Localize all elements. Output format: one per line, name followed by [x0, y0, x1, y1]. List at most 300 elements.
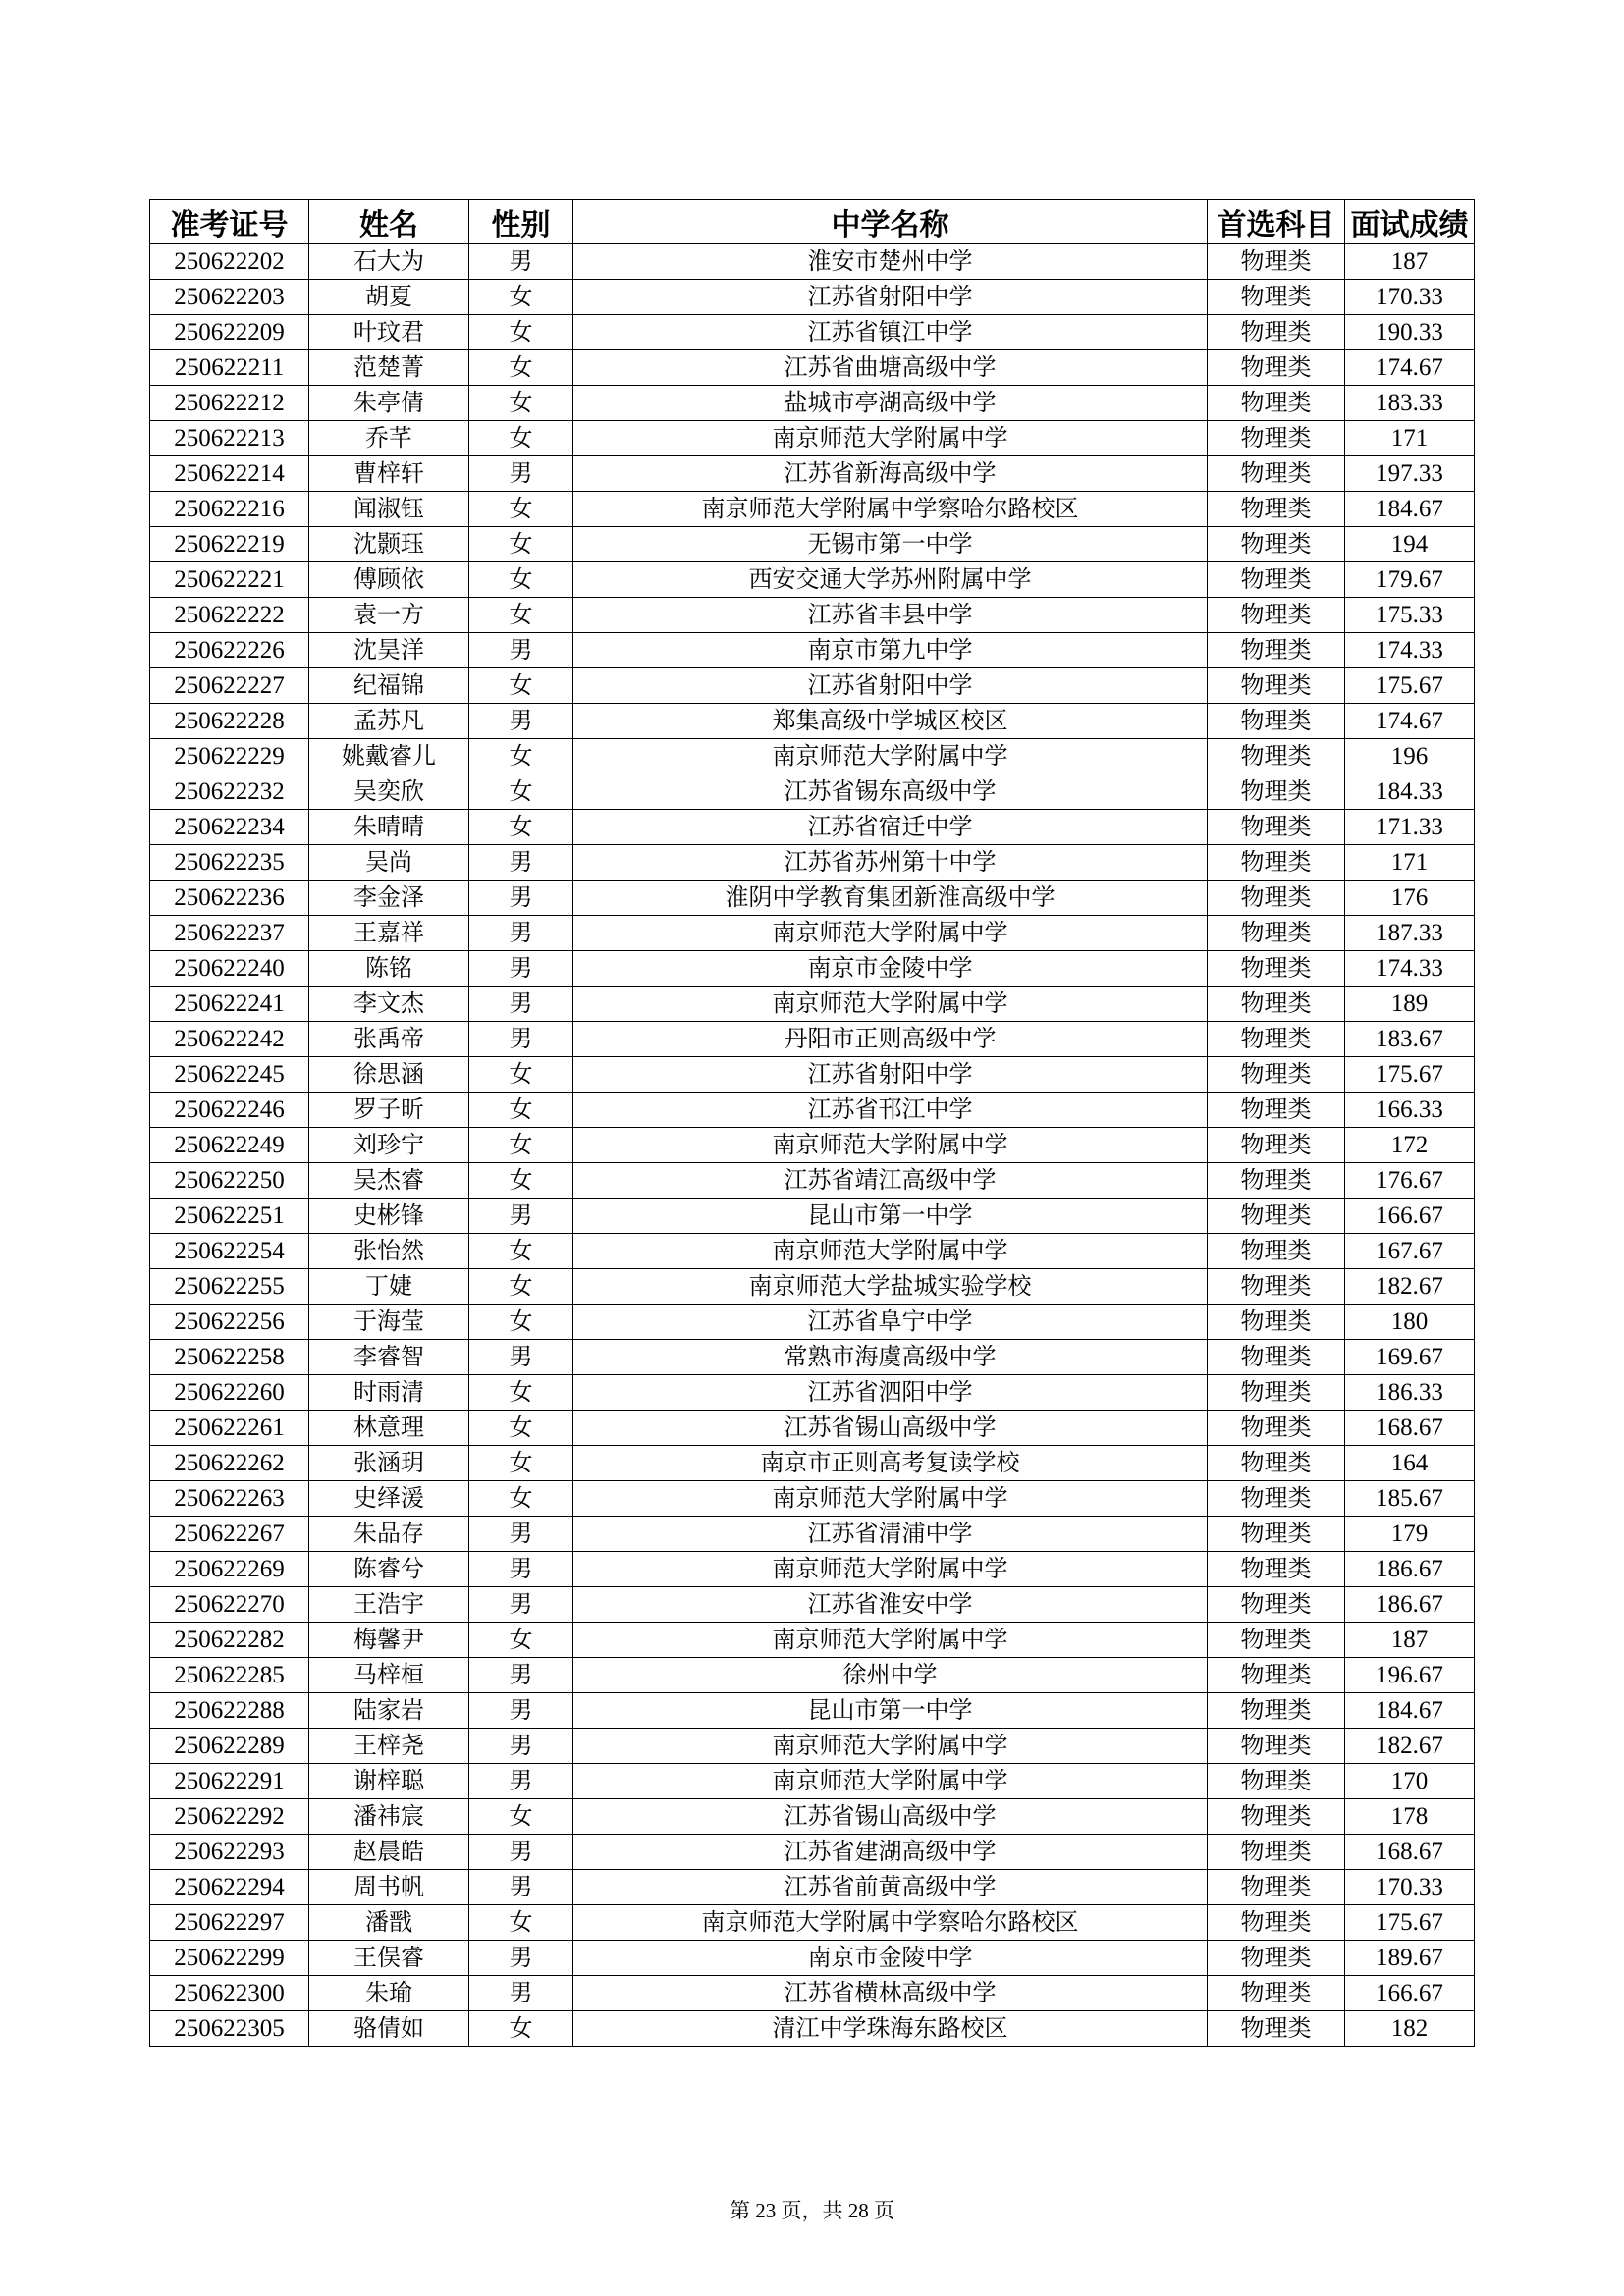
cell-score: 187: [1345, 1623, 1475, 1658]
cell-subject: 物理类: [1208, 1446, 1345, 1481]
cell-gender: 女: [469, 1057, 573, 1093]
table-row: [150, 1693, 1475, 1729]
cell-gender: 女: [469, 774, 573, 810]
table-row: [150, 1446, 1475, 1481]
table-row: [150, 774, 1475, 810]
table-row: [150, 1375, 1475, 1411]
cell-school: 南京市第九中学: [573, 633, 1208, 668]
cell-score: 179.67: [1345, 562, 1475, 598]
cell-score: 169.67: [1345, 1340, 1475, 1375]
cell-subject: 物理类: [1208, 527, 1345, 562]
roster-sheet: [149, 199, 1474, 2047]
cell-gender: 女: [469, 315, 573, 350]
cell-name: 曹梓轩: [309, 456, 469, 492]
cell-name: 张禹帝: [309, 1022, 469, 1057]
cell-school: 西安交通大学苏州附属中学: [573, 562, 1208, 598]
roster-table: [149, 199, 1475, 2047]
cell-school: 南京师范大学附属中学: [573, 421, 1208, 456]
cell-school: 常熟市海虞高级中学: [573, 1340, 1208, 1375]
cell-subject: 物理类: [1208, 1411, 1345, 1446]
table-row: [150, 916, 1475, 951]
table-row: [150, 315, 1475, 350]
cell-score: 189: [1345, 987, 1475, 1022]
cell-exam-id: 250622297: [150, 1905, 309, 1941]
cell-subject: 物理类: [1208, 1799, 1345, 1835]
table-row: [150, 1093, 1475, 1128]
table-row: [150, 1870, 1475, 1905]
cell-school: 江苏省苏州第十中学: [573, 845, 1208, 881]
cell-exam-id: 250622261: [150, 1411, 309, 1446]
cell-exam-id: 250622240: [150, 951, 309, 987]
cell-school: 南京师范大学附属中学: [573, 1623, 1208, 1658]
table-row: [150, 1128, 1475, 1163]
cell-gender: 男: [469, 916, 573, 951]
cell-gender: 女: [469, 1411, 573, 1446]
cell-name: 周书帆: [309, 1870, 469, 1905]
cell-name: 刘珍宁: [309, 1128, 469, 1163]
cell-score: 190.33: [1345, 315, 1475, 350]
cell-subject: 物理类: [1208, 1057, 1345, 1093]
cell-score: 182.67: [1345, 1729, 1475, 1764]
cell-name: 乔芊: [309, 421, 469, 456]
cell-school: 南京市正则高考复读学校: [573, 1446, 1208, 1481]
cell-exam-id: 250622213: [150, 421, 309, 456]
cell-exam-id: 250622251: [150, 1199, 309, 1234]
cell-school: 江苏省射阳中学: [573, 280, 1208, 315]
cell-gender: 男: [469, 1941, 573, 1976]
cell-exam-id: 250622293: [150, 1835, 309, 1870]
cell-score: 166.67: [1345, 1199, 1475, 1234]
cell-score: 175.67: [1345, 1905, 1475, 1941]
cell-score: 171.33: [1345, 810, 1475, 845]
table-row: [150, 456, 1475, 492]
cell-exam-id: 250622237: [150, 916, 309, 951]
table-row: [150, 1234, 1475, 1269]
cell-exam-id: 250622292: [150, 1799, 309, 1835]
cell-name: 王浩宇: [309, 1587, 469, 1623]
cell-score: 174.67: [1345, 350, 1475, 386]
cell-school: 江苏省曲塘高级中学: [573, 350, 1208, 386]
cell-name: 时雨清: [309, 1375, 469, 1411]
cell-score: 187.33: [1345, 916, 1475, 951]
cell-school: 淮安市楚州中学: [573, 244, 1208, 280]
cell-subject: 物理类: [1208, 1729, 1345, 1764]
cell-gender: 男: [469, 1658, 573, 1693]
cell-exam-id: 250622214: [150, 456, 309, 492]
cell-gender: 男: [469, 1835, 573, 1870]
cell-subject: 物理类: [1208, 1128, 1345, 1163]
cell-score: 197.33: [1345, 456, 1475, 492]
cell-gender: 男: [469, 1552, 573, 1587]
cell-gender: 男: [469, 1764, 573, 1799]
cell-school: 江苏省锡山高级中学: [573, 1411, 1208, 1446]
cell-gender: 女: [469, 386, 573, 421]
roster-body: [150, 244, 1475, 2047]
cell-exam-id: 250622300: [150, 1976, 309, 2011]
cell-school: 江苏省建湖高级中学: [573, 1835, 1208, 1870]
table-row: [150, 1481, 1475, 1517]
cell-subject: 物理类: [1208, 881, 1345, 916]
cell-gender: 男: [469, 1199, 573, 1234]
cell-subject: 物理类: [1208, 1163, 1345, 1199]
cell-exam-id: 250622202: [150, 244, 309, 280]
cell-gender: 男: [469, 1693, 573, 1729]
table-row: [150, 350, 1475, 386]
cell-score: 186.67: [1345, 1587, 1475, 1623]
cell-school: 南京师范大学附属中学察哈尔路校区: [573, 492, 1208, 527]
cell-score: 175.33: [1345, 598, 1475, 633]
cell-school: 江苏省镇江中学: [573, 315, 1208, 350]
cell-score: 180: [1345, 1305, 1475, 1340]
cell-score: 189.67: [1345, 1941, 1475, 1976]
table-row: [150, 951, 1475, 987]
cell-score: 172: [1345, 1128, 1475, 1163]
cell-score: 174.33: [1345, 633, 1475, 668]
cell-name: 李睿智: [309, 1340, 469, 1375]
cell-name: 胡夏: [309, 280, 469, 315]
table-row: [150, 1340, 1475, 1375]
cell-score: 182.67: [1345, 1269, 1475, 1305]
cell-name: 潘祎宸: [309, 1799, 469, 1835]
cell-gender: 女: [469, 1305, 573, 1340]
cell-exam-id: 250622235: [150, 845, 309, 881]
cell-subject: 物理类: [1208, 1269, 1345, 1305]
cell-score: 164: [1345, 1446, 1475, 1481]
cell-exam-id: 250622254: [150, 1234, 309, 1269]
cell-gender: 女: [469, 1163, 573, 1199]
cell-exam-id: 250622216: [150, 492, 309, 527]
header-name: 姓名: [309, 200, 469, 244]
cell-name: 叶玟君: [309, 315, 469, 350]
cell-exam-id: 250622305: [150, 2011, 309, 2047]
table-row: [150, 1976, 1475, 2011]
cell-score: 186.33: [1345, 1375, 1475, 1411]
cell-school: 昆山市第一中学: [573, 1199, 1208, 1234]
table-row: [150, 244, 1475, 280]
cell-school: 江苏省锡东高级中学: [573, 774, 1208, 810]
cell-school: 南京师范大学附属中学: [573, 916, 1208, 951]
cell-exam-id: 250622212: [150, 386, 309, 421]
cell-score: 166.67: [1345, 1976, 1475, 2011]
cell-gender: 女: [469, 1093, 573, 1128]
cell-gender: 女: [469, 1799, 573, 1835]
cell-name: 傅顾依: [309, 562, 469, 598]
cell-name: 沈颢珏: [309, 527, 469, 562]
cell-exam-id: 250622203: [150, 280, 309, 315]
cell-gender: 女: [469, 350, 573, 386]
cell-score: 168.67: [1345, 1835, 1475, 1870]
cell-school: 江苏省宿迁中学: [573, 810, 1208, 845]
table-row: [150, 1163, 1475, 1199]
cell-school: 南京师范大学盐城实验学校: [573, 1269, 1208, 1305]
cell-exam-id: 250622260: [150, 1375, 309, 1411]
cell-subject: 物理类: [1208, 845, 1345, 881]
table-row: [150, 1022, 1475, 1057]
cell-school: 徐州中学: [573, 1658, 1208, 1693]
table-row: [150, 1057, 1475, 1093]
cell-name: 罗子昕: [309, 1093, 469, 1128]
cell-exam-id: 250622226: [150, 633, 309, 668]
cell-gender: 女: [469, 1128, 573, 1163]
cell-exam-id: 250622294: [150, 1870, 309, 1905]
cell-gender: 男: [469, 633, 573, 668]
cell-exam-id: 250622241: [150, 987, 309, 1022]
cell-score: 179: [1345, 1517, 1475, 1552]
cell-gender: 女: [469, 598, 573, 633]
table-row: [150, 1623, 1475, 1658]
cell-gender: 男: [469, 1870, 573, 1905]
cell-subject: 物理类: [1208, 350, 1345, 386]
table-row: [150, 386, 1475, 421]
cell-score: 166.33: [1345, 1093, 1475, 1128]
cell-subject: 物理类: [1208, 1340, 1345, 1375]
cell-name: 陆家岩: [309, 1693, 469, 1729]
cell-name: 李金泽: [309, 881, 469, 916]
cell-name: 史彬锋: [309, 1199, 469, 1234]
table-row: [150, 1658, 1475, 1693]
cell-gender: 女: [469, 810, 573, 845]
cell-exam-id: 250622267: [150, 1517, 309, 1552]
table-row: [150, 1729, 1475, 1764]
table-row: [150, 492, 1475, 527]
table-row: [150, 421, 1475, 456]
cell-subject: 物理类: [1208, 456, 1345, 492]
cell-subject: 物理类: [1208, 810, 1345, 845]
cell-gender: 女: [469, 562, 573, 598]
cell-name: 王嘉祥: [309, 916, 469, 951]
cell-subject: 物理类: [1208, 633, 1345, 668]
cell-school: 郑集高级中学城区校区: [573, 704, 1208, 739]
header-school: 中学名称: [573, 200, 1208, 244]
cell-school: 南京师范大学附属中学: [573, 1729, 1208, 1764]
cell-score: 174.33: [1345, 951, 1475, 987]
cell-school: 南京师范大学附属中学: [573, 1764, 1208, 1799]
cell-school: 江苏省邗江中学: [573, 1093, 1208, 1128]
cell-exam-id: 250622232: [150, 774, 309, 810]
cell-exam-id: 250622255: [150, 1269, 309, 1305]
cell-exam-id: 250622250: [150, 1163, 309, 1199]
cell-name: 吴奕欣: [309, 774, 469, 810]
cell-name: 吴尚: [309, 845, 469, 881]
cell-name: 朱晴晴: [309, 810, 469, 845]
table-row: [150, 2011, 1475, 2047]
table-row: [150, 1764, 1475, 1799]
cell-score: 183.67: [1345, 1022, 1475, 1057]
cell-name: 朱亭倩: [309, 386, 469, 421]
cell-score: 170.33: [1345, 1870, 1475, 1905]
cell-score: 171: [1345, 845, 1475, 881]
cell-score: 176: [1345, 881, 1475, 916]
cell-gender: 男: [469, 704, 573, 739]
cell-gender: 男: [469, 244, 573, 280]
cell-score: 175.67: [1345, 1057, 1475, 1093]
cell-subject: 物理类: [1208, 668, 1345, 704]
cell-subject: 物理类: [1208, 315, 1345, 350]
cell-score: 196: [1345, 739, 1475, 774]
table-row: [150, 1199, 1475, 1234]
cell-name: 于海莹: [309, 1305, 469, 1340]
cell-name: 王梓尧: [309, 1729, 469, 1764]
table-row: [150, 845, 1475, 881]
table-row: [150, 1552, 1475, 1587]
cell-score: 184.67: [1345, 492, 1475, 527]
cell-score: 167.67: [1345, 1234, 1475, 1269]
cell-score: 185.67: [1345, 1481, 1475, 1517]
cell-gender: 女: [469, 527, 573, 562]
cell-exam-id: 250622221: [150, 562, 309, 598]
cell-gender: 女: [469, 280, 573, 315]
cell-subject: 物理类: [1208, 244, 1345, 280]
cell-gender: 男: [469, 1340, 573, 1375]
cell-exam-id: 250622227: [150, 668, 309, 704]
cell-school: 江苏省锡山高级中学: [573, 1799, 1208, 1835]
cell-exam-id: 250622269: [150, 1552, 309, 1587]
cell-subject: 物理类: [1208, 1764, 1345, 1799]
cell-subject: 物理类: [1208, 1022, 1345, 1057]
cell-subject: 物理类: [1208, 1976, 1345, 2011]
cell-exam-id: 250622211: [150, 350, 309, 386]
cell-school: 江苏省横林高级中学: [573, 1976, 1208, 2011]
cell-exam-id: 250622262: [150, 1446, 309, 1481]
cell-subject: 物理类: [1208, 386, 1345, 421]
cell-gender: 男: [469, 1976, 573, 2011]
cell-name: 纪福锦: [309, 668, 469, 704]
table-row: [150, 1587, 1475, 1623]
cell-school: 昆山市第一中学: [573, 1693, 1208, 1729]
cell-exam-id: 250622209: [150, 315, 309, 350]
cell-gender: 男: [469, 951, 573, 987]
cell-subject: 物理类: [1208, 1552, 1345, 1587]
cell-subject: 物理类: [1208, 739, 1345, 774]
cell-exam-id: 250622288: [150, 1693, 309, 1729]
cell-name: 陈铭: [309, 951, 469, 987]
cell-school: 淮阴中学教育集团新淮高级中学: [573, 881, 1208, 916]
cell-school: 江苏省清浦中学: [573, 1517, 1208, 1552]
cell-school: 江苏省淮安中学: [573, 1587, 1208, 1623]
cell-name: 丁婕: [309, 1269, 469, 1305]
cell-name: 孟苏凡: [309, 704, 469, 739]
cell-name: 石大为: [309, 244, 469, 280]
cell-gender: 女: [469, 1905, 573, 1941]
cell-gender: 女: [469, 1234, 573, 1269]
cell-gender: 女: [469, 1269, 573, 1305]
cell-score: 194: [1345, 527, 1475, 562]
cell-exam-id: 250622245: [150, 1057, 309, 1093]
cell-school: 南京师范大学附属中学: [573, 739, 1208, 774]
cell-subject: 物理类: [1208, 1693, 1345, 1729]
cell-score: 170.33: [1345, 280, 1475, 315]
cell-exam-id: 250622263: [150, 1481, 309, 1517]
cell-name: 谢梓聪: [309, 1764, 469, 1799]
cell-subject: 物理类: [1208, 1658, 1345, 1693]
cell-name: 朱品存: [309, 1517, 469, 1552]
table-row: [150, 987, 1475, 1022]
cell-subject: 物理类: [1208, 1375, 1345, 1411]
cell-gender: 女: [469, 668, 573, 704]
cell-exam-id: 250622229: [150, 739, 309, 774]
cell-gender: 男: [469, 845, 573, 881]
cell-gender: 女: [469, 492, 573, 527]
table-row: [150, 704, 1475, 739]
table-row: [150, 1305, 1475, 1340]
cell-name: 史绎湲: [309, 1481, 469, 1517]
cell-subject: 物理类: [1208, 1870, 1345, 1905]
cell-school: 南京市金陵中学: [573, 951, 1208, 987]
cell-gender: 女: [469, 739, 573, 774]
table-row: [150, 1411, 1475, 1446]
cell-subject: 物理类: [1208, 562, 1345, 598]
cell-score: 175.67: [1345, 668, 1475, 704]
table-row: [150, 633, 1475, 668]
cell-subject: 物理类: [1208, 987, 1345, 1022]
cell-subject: 物理类: [1208, 598, 1345, 633]
cell-school: 江苏省阜宁中学: [573, 1305, 1208, 1340]
cell-school: 江苏省靖江高级中学: [573, 1163, 1208, 1199]
header-exam-id: 准考证号: [150, 200, 309, 244]
cell-name: 李文杰: [309, 987, 469, 1022]
cell-exam-id: 250622299: [150, 1941, 309, 1976]
table-row: [150, 1799, 1475, 1835]
cell-exam-id: 250622289: [150, 1729, 309, 1764]
cell-exam-id: 250622242: [150, 1022, 309, 1057]
cell-name: 王俣睿: [309, 1941, 469, 1976]
cell-subject: 物理类: [1208, 421, 1345, 456]
cell-score: 196.67: [1345, 1658, 1475, 1693]
cell-subject: 物理类: [1208, 1093, 1345, 1128]
cell-exam-id: 250622236: [150, 881, 309, 916]
cell-exam-id: 250622222: [150, 598, 309, 633]
cell-name: 马梓桓: [309, 1658, 469, 1693]
cell-school: 南京师范大学附属中学: [573, 987, 1208, 1022]
cell-subject: 物理类: [1208, 951, 1345, 987]
cell-subject: 物理类: [1208, 1941, 1345, 1976]
cell-subject: 物理类: [1208, 1199, 1345, 1234]
cell-score: 176.67: [1345, 1163, 1475, 1199]
header-subject: 首选科目: [1208, 200, 1345, 244]
cell-score: 184.67: [1345, 1693, 1475, 1729]
cell-name: 徐思涵: [309, 1057, 469, 1093]
cell-school: 江苏省前黄高级中学: [573, 1870, 1208, 1905]
table-row: [150, 598, 1475, 633]
cell-school: 江苏省射阳中学: [573, 1057, 1208, 1093]
cell-school: 江苏省射阳中学: [573, 668, 1208, 704]
cell-name: 沈昊洋: [309, 633, 469, 668]
cell-gender: 女: [469, 2011, 573, 2047]
cell-gender: 男: [469, 1729, 573, 1764]
cell-gender: 女: [469, 1623, 573, 1658]
cell-exam-id: 250622246: [150, 1093, 309, 1128]
cell-score: 184.33: [1345, 774, 1475, 810]
cell-gender: 男: [469, 987, 573, 1022]
cell-subject: 物理类: [1208, 774, 1345, 810]
cell-subject: 物理类: [1208, 492, 1345, 527]
cell-school: 南京师范大学附属中学: [573, 1234, 1208, 1269]
cell-score: 168.67: [1345, 1411, 1475, 1446]
cell-subject: 物理类: [1208, 1517, 1345, 1552]
page-footer: 第 23 页，共 28 页: [730, 2199, 894, 2222]
cell-name: 梅馨尹: [309, 1623, 469, 1658]
cell-name: 张涵玥: [309, 1446, 469, 1481]
cell-score: 170: [1345, 1764, 1475, 1799]
cell-exam-id: 250622228: [150, 704, 309, 739]
cell-subject: 物理类: [1208, 280, 1345, 315]
cell-exam-id: 250622256: [150, 1305, 309, 1340]
header-row: [150, 200, 1475, 244]
cell-school: 南京师范大学附属中学: [573, 1552, 1208, 1587]
cell-name: 潘戬: [309, 1905, 469, 1941]
header-gender: 性别: [469, 200, 573, 244]
cell-subject: 物理类: [1208, 1481, 1345, 1517]
